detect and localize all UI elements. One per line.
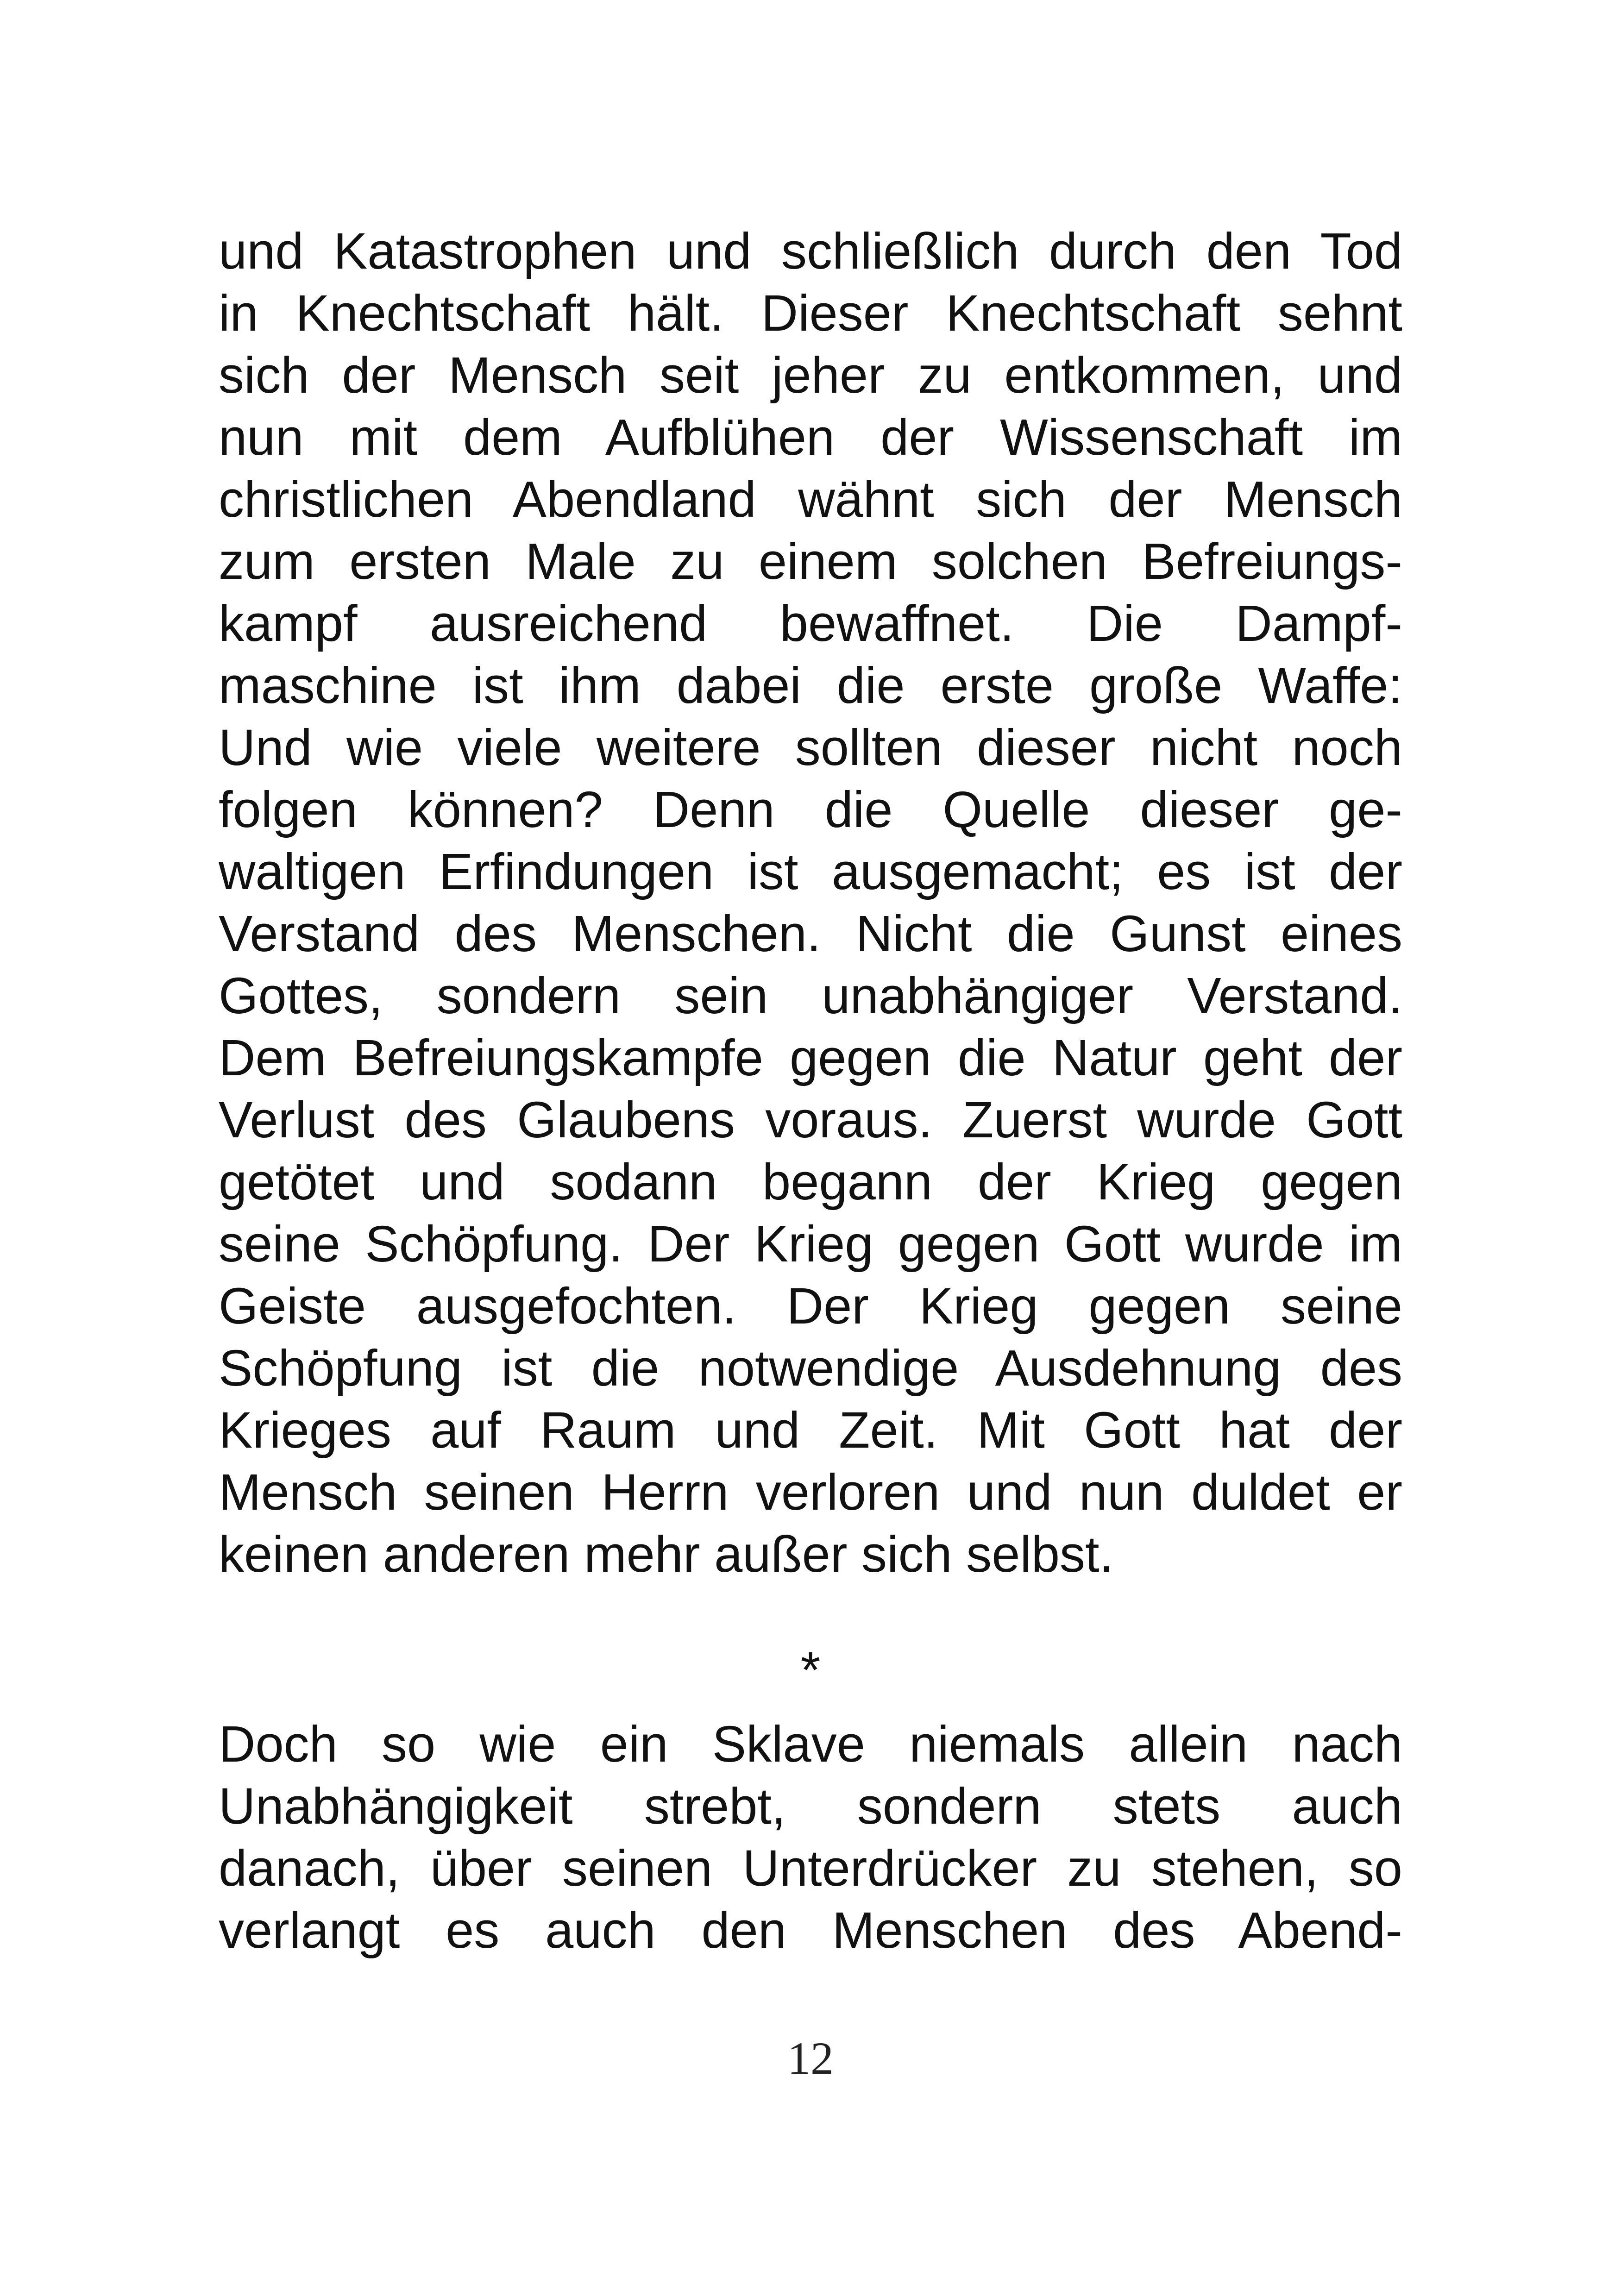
text-line: christlichen Abendland wähnt sich der Mensch xyxy=(219,471,1402,528)
text-line: folgen können? Denn die Quelle dieser ge- xyxy=(219,781,1402,838)
text-line: Unabhängigkeit strebt, sondern stets auch xyxy=(219,1778,1402,1835)
text-line: waltigen Erfindungen ist ausgemacht; es ist der xyxy=(219,843,1402,900)
text-line: kampf ausreichend bewaffnet. Die Dampf- xyxy=(219,595,1402,652)
text-line: in Knechtschaft hält. Dieser Knechtschaft sehnt xyxy=(219,285,1402,342)
paragraph-2 xyxy=(219,1713,1402,1962)
text-line: und Katastrophen und schließlich durch den Tod xyxy=(219,223,1402,280)
text-line: zum ersten Male zu einem solchen Befreiungs- xyxy=(219,533,1402,590)
text-line: Und wie viele weitere sollten dieser nicht noch xyxy=(219,719,1402,776)
paragraph-1 xyxy=(219,220,1402,1586)
section-separator: * xyxy=(800,1642,821,1699)
text-line: Krieges auf Raum und Zeit. Mit Gott hat der xyxy=(219,1402,1402,1459)
text-line: Schöpfung ist die notwendige Ausdehnung des xyxy=(219,1340,1402,1397)
text-line: Gottes, sondern sein unabhängiger Verstand. xyxy=(219,967,1402,1024)
text-line: keinen anderen mehr außer sich selbst. xyxy=(219,1526,1114,1583)
text-line: Doch so wie ein Sklave niemals allein nach xyxy=(219,1716,1402,1773)
text-line: Verstand des Menschen. Nicht die Gunst eines xyxy=(219,905,1402,962)
page-number: 12 xyxy=(787,2033,834,2084)
text-line: Verlust des Glaubens voraus. Zuerst wurde Gott xyxy=(219,1092,1402,1148)
text-line: verlangt es auch den Menschen des Abend- xyxy=(219,1902,1402,1959)
text-line: Geiste ausgefochten. Der Krieg gegen seine xyxy=(219,1278,1402,1335)
text-line: nun mit dem Aufblühen der Wissenschaft im xyxy=(219,409,1402,466)
text-line: Dem Befreiungskampfe gegen die Natur geht der xyxy=(219,1029,1402,1086)
text-line: seine Schöpfung. Der Krieg gegen Gott wurde im xyxy=(219,1216,1402,1273)
text-line: getötet und sodann begann der Krieg gegen xyxy=(219,1154,1402,1211)
text-line: danach, über seinen Unterdrücker zu stehen, so xyxy=(219,1840,1402,1897)
text-line: maschine ist ihm dabei die erste große Waffe: xyxy=(219,657,1402,714)
text-line: Mensch seinen Herrn verloren und nun duldet er xyxy=(219,1464,1402,1521)
text-line: sich der Mensch seit jeher zu entkommen, und xyxy=(219,347,1402,404)
